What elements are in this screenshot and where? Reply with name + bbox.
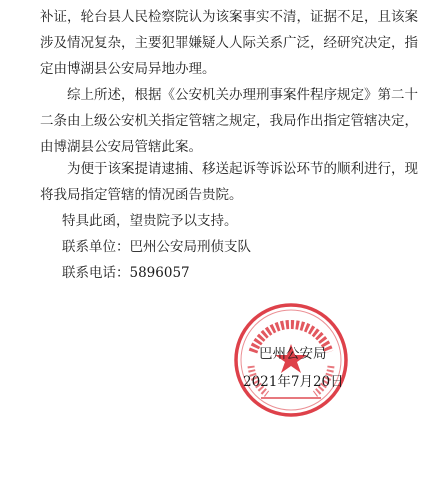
closing-line: 特具此函，望贵院予以支持。: [62, 213, 238, 229]
body-paragraph-2: 综上所述，根据《公安机关办理刑事案件程序规定》第二十二条由上级公安机关指定管辖之规定，我局作出指定管辖决定，由博湖县公安局管辖此案。: [40, 87, 418, 155]
contact-phone: 联系电话：5896057: [62, 265, 190, 281]
body-paragraph-1: 补证，轮台县人民检察院认为该案事实不清，证据不足，且该案涉及情况复杂，主要犯罪嫌疑人人际关系广泛，经研究决定，指定由博湖县公安局异地办理。: [40, 9, 418, 77]
body-paragraph-3: 为便于该案提请逮捕、移送起诉等诉讼环节的顺利进行，现将我局指定管辖的情况函告贵院。: [40, 161, 418, 203]
contact-unit: 联系单位：巴州公安局刑侦支队: [62, 239, 251, 255]
signature-date: 2021年7月20日: [243, 374, 344, 390]
signature-org: 巴州公安局: [259, 346, 327, 362]
